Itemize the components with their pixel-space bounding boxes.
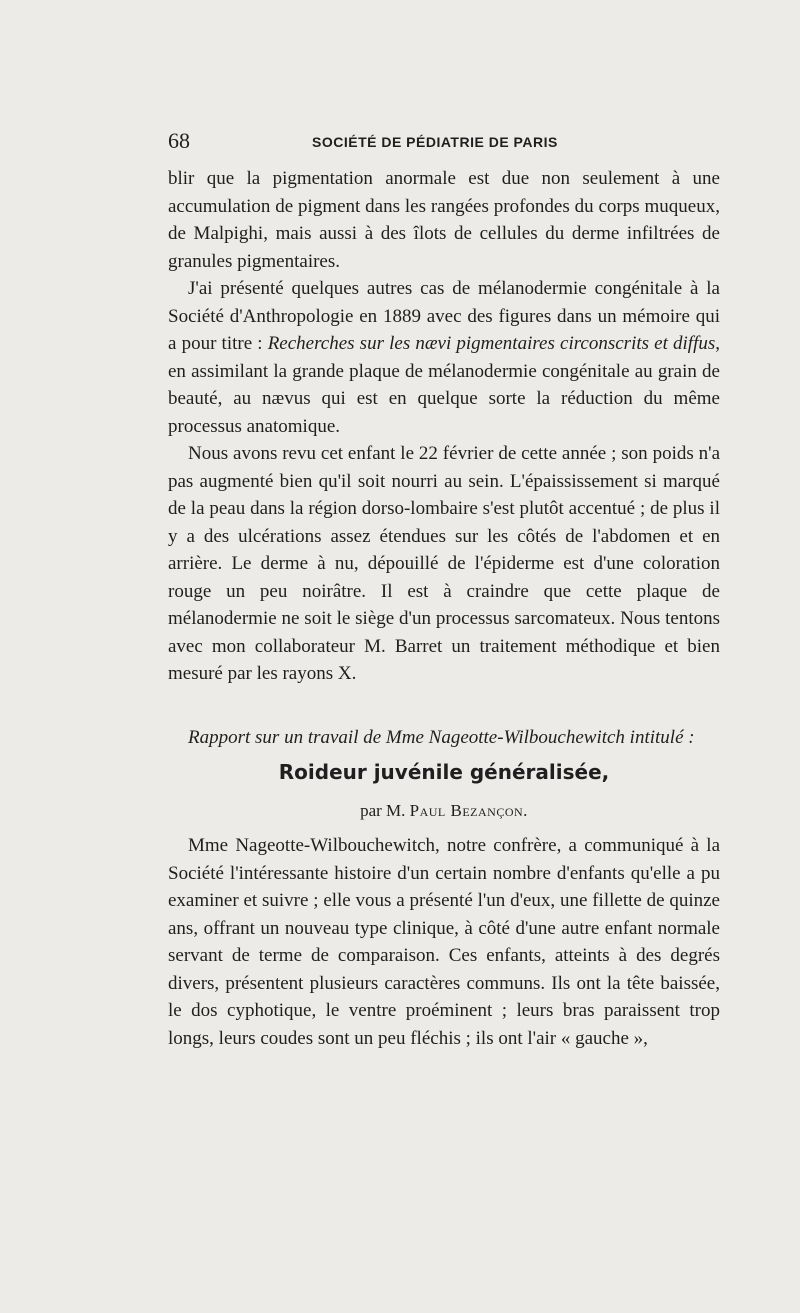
paragraph-naevi-text-after: , en assimilant la grande plaque de mélanodermie congénitale au grain de beauté, au nævus qui est en quelque sorte la réduction du même processus anatomique. xyxy=(168,333,720,437)
memoir-title: Recherches sur les nævi pigmentaires circonscrits et diffus xyxy=(267,333,716,354)
page-number: 68 xyxy=(168,128,190,153)
paragraph-report-body: Mme Nageotte-Wilbouchewitch, notre confrère, a communiqué à la Société l'intéressante histoire d'un certain nombre d'enfants qu'elle a pu examiner et suivre ; elle vous a présenté l'un d'eux, une fillette de quinze ans, offrant un nouveau type clinique, à côté d'une autre enfant normale servant de terme de comparaison. Ces enfants, atteints à des degrés divers, présentent plusieurs caractères communs. Ils ont la tête baissée, le dos cyphotique, le ventre proéminent ; leurs bras paraissent trop longs, leurs coudes sont un peu fléchis ; ils ont l'air « gauche », xyxy=(168,835,720,1049)
report-title: Roideur juvénile généralisée, xyxy=(278,760,610,784)
page-header xyxy=(168,128,728,158)
report-author xyxy=(168,797,720,825)
paragraph-follow-up: Nous avons revu cet enfant le 22 février de cette année ; son poids n'a pas augmenté bien qu'il soit nourri au sein. L'épaississement si marqué de la peau dans la région dorso-lombaire s'est plutôt accentué ; de plus il y a des ulcérations assez étendues sur les côtés de l'abdomen et en arrière. Le derme à nu, dépouillé de l'épiderme est d'une coloration rouge un peu noirâtre. Il est à craindre que cette plaque de mélanodermie ne soit le siège d'un processus sarcomateux. Nous tentons avec mon collaborateur M. Barret un traitement méthodique et bien mesuré par les rayons X. xyxy=(168,443,720,684)
report-author-prefix: par M. xyxy=(360,800,410,820)
report-intro: Rapport sur un travail de Mme Nageotte-Wilbouchewitch intitulé : xyxy=(188,726,695,748)
running-head: SOCIÉTÉ DE PÉDIATRIE DE PARIS xyxy=(312,134,558,150)
continued-paragraph: blir que la pigmentation anormale est due non seulement à une accumulation de pigment dans les rangées profondes du corps muqueux, de Malpighi, mais aussi à des îlots de cellules du derme infiltrées de granules pigmentaires. xyxy=(168,168,720,272)
report-author-name: Paul Bezançon. xyxy=(409,800,528,820)
body-text xyxy=(168,165,720,1052)
paragraph-naevi xyxy=(168,275,720,440)
paragraph-naevi-text-before: J'ai présenté quelques autres cas de mélanodermie congénitale à la Société d'Anthropologie en 1889 avec des figures dans un mémoire qui a pour titre : xyxy=(168,278,720,354)
